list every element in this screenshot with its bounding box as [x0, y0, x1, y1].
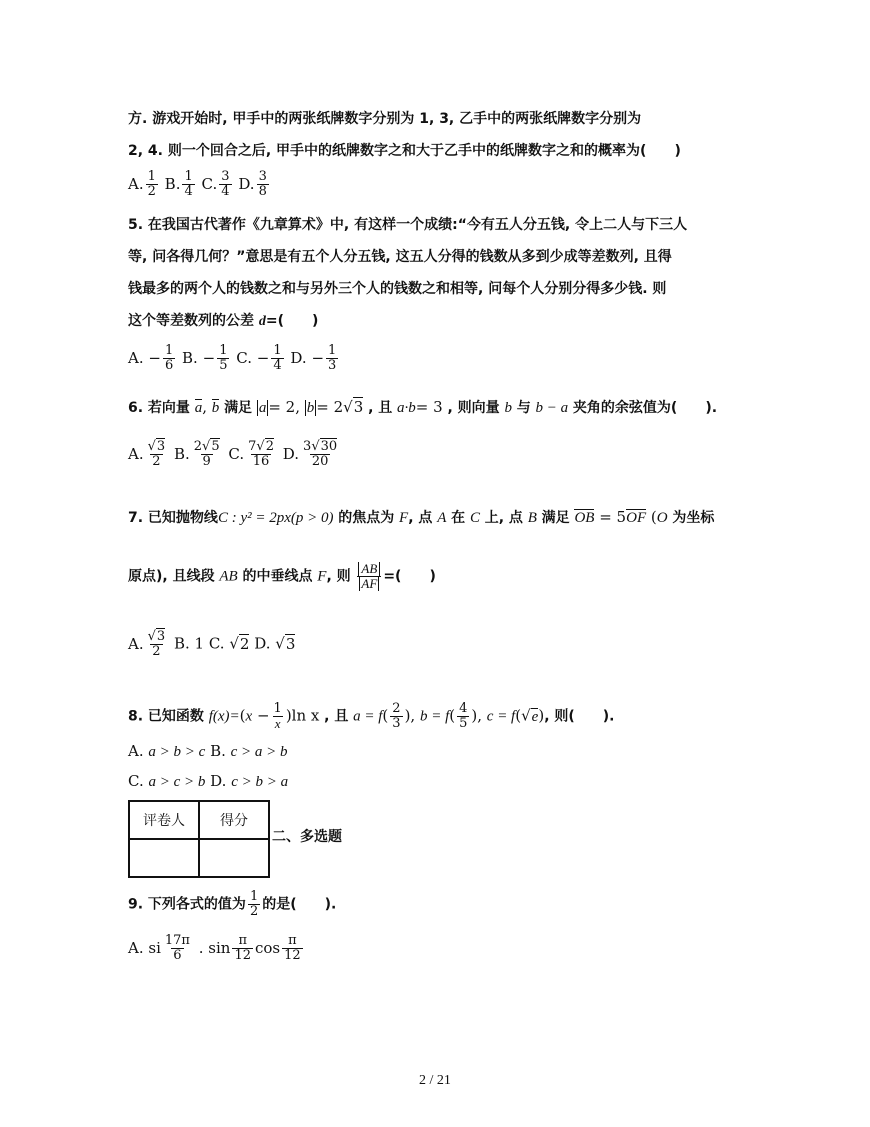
q7-line2: 原点), 且线段 AB 的中垂线点 F, 则 $\frac{AB}{AF}$ =( ): [128, 561, 436, 591]
q7-option-a[interactable]: A. $\frac{√3}{2}$: [128, 629, 166, 659]
q8-stem: 8. 已知函数 f(x)=(x − $\frac{1}{x}$ )ln x , 且 a = f( $\frac{2}{3}$ ), b = f( $\frac{4}{5}$ ), c = f(√e), 则( ).: [128, 701, 615, 731]
q9-stem: 9. 下列各式的值为 $\frac{1}{2}$ 的是( ).: [128, 889, 337, 919]
q5-options: [128, 344, 340, 373]
page-number: 2 / 21: [419, 1073, 451, 1088]
q5-option-b[interactable]: B. − $\frac{1}{5}$: [182, 343, 228, 373]
q6-option-d[interactable]: D. $\frac{3√30}{20}$: [282, 439, 338, 469]
score-cell[interactable]: [199, 839, 269, 877]
q4-option-c[interactable]: C. $\frac{3}{4}$: [201, 169, 230, 199]
q7-line1: 7. 已知抛物线C : y² = 2px(p > 0) 的焦点为 F, 点 A 在 C 上, 点 B 满足 OB = 5OF (O 为坐标: [128, 508, 715, 526]
q4-options: [128, 170, 271, 199]
q6-option-c[interactable]: C. $\frac{7√2}{16}$: [228, 439, 274, 469]
q7-option-d[interactable]: D. √3: [254, 634, 296, 653]
q9-options: [128, 934, 305, 963]
q4-line1: 方. 游戏开始时, 甲手中的两张纸牌数字分别为 1, 3, 乙手中的两张纸牌数字分别为: [128, 111, 642, 127]
q6-stem: 6. 若向量 a, b 满足 a = 2, b = 2√3 , 且 a·b= 3 , 则向量 b 与 b − a 夹角的余弦值为( ).: [128, 398, 718, 416]
score-header: 得分: [199, 801, 269, 839]
q8-option-c[interactable]: C. a > c > b: [128, 772, 206, 790]
q4-line2: 2, 4. 则一个回合之后, 甲手中的纸牌数字之和大于乙手中的纸牌数字之和的概率为( ): [128, 143, 681, 159]
q6-option-b[interactable]: B. $\frac{2√5}{9}$: [173, 439, 220, 469]
grader-cell[interactable]: [129, 839, 199, 877]
q4-option-b[interactable]: B. $\frac{1}{4}$: [164, 169, 193, 199]
q7-option-b[interactable]: B. 1: [173, 634, 205, 653]
grader-header: 评卷人: [129, 801, 199, 839]
q7-option-c[interactable]: C. √2: [208, 634, 250, 653]
q8-options-row1: [128, 740, 288, 763]
q5-option-c[interactable]: C. − $\frac{1}{4}$: [236, 343, 282, 373]
q9-option-a[interactable]: A. si $\frac{17\pi}{6}$: [128, 933, 190, 963]
q8-options-row2: [128, 770, 288, 793]
q8-option-a[interactable]: A. a > b > c: [128, 742, 206, 760]
q4-option-d[interactable]: D. $\frac{3}{8}$: [238, 169, 267, 199]
q8-option-d[interactable]: D. c > b > a: [210, 772, 289, 790]
q9-option-b[interactable]: . sin $\frac{\pi}{12}$ cos $\frac{\pi}{12}$: [198, 933, 301, 963]
q5-line4: 这个等差数列的公差 d=( ): [128, 313, 319, 329]
q6-options: [128, 440, 341, 469]
q5-option-d[interactable]: D. − $\frac{1}{3}$: [290, 343, 337, 373]
q8-option-b[interactable]: B. c > a > b: [210, 742, 288, 760]
q5-line1: 5. 在我国古代著作《九章算术》中, 有这样一个成绩:“今有五人分五钱, 令上二人与下三人: [128, 217, 688, 233]
section-title: 二、多选题: [272, 829, 342, 845]
q5-line3: 钱最多的两个人的钱数之和与另外三个人的钱数之和相等, 问每个人分别分得多少钱. 则: [128, 281, 667, 297]
q4-option-a[interactable]: A. $\frac{1}{2}$: [128, 169, 156, 199]
grading-table: [128, 800, 270, 878]
q5-option-a[interactable]: A. − $\frac{1}{6}$: [128, 343, 174, 373]
q6-option-a[interactable]: A. $\frac{√3}{2}$: [128, 439, 166, 469]
q5-line2: 等, 问各得几何？”意思是有五个人分五钱, 这五人分得的钱数从多到少成等差数列, 且得: [128, 249, 672, 265]
q7-options: [128, 630, 295, 659]
